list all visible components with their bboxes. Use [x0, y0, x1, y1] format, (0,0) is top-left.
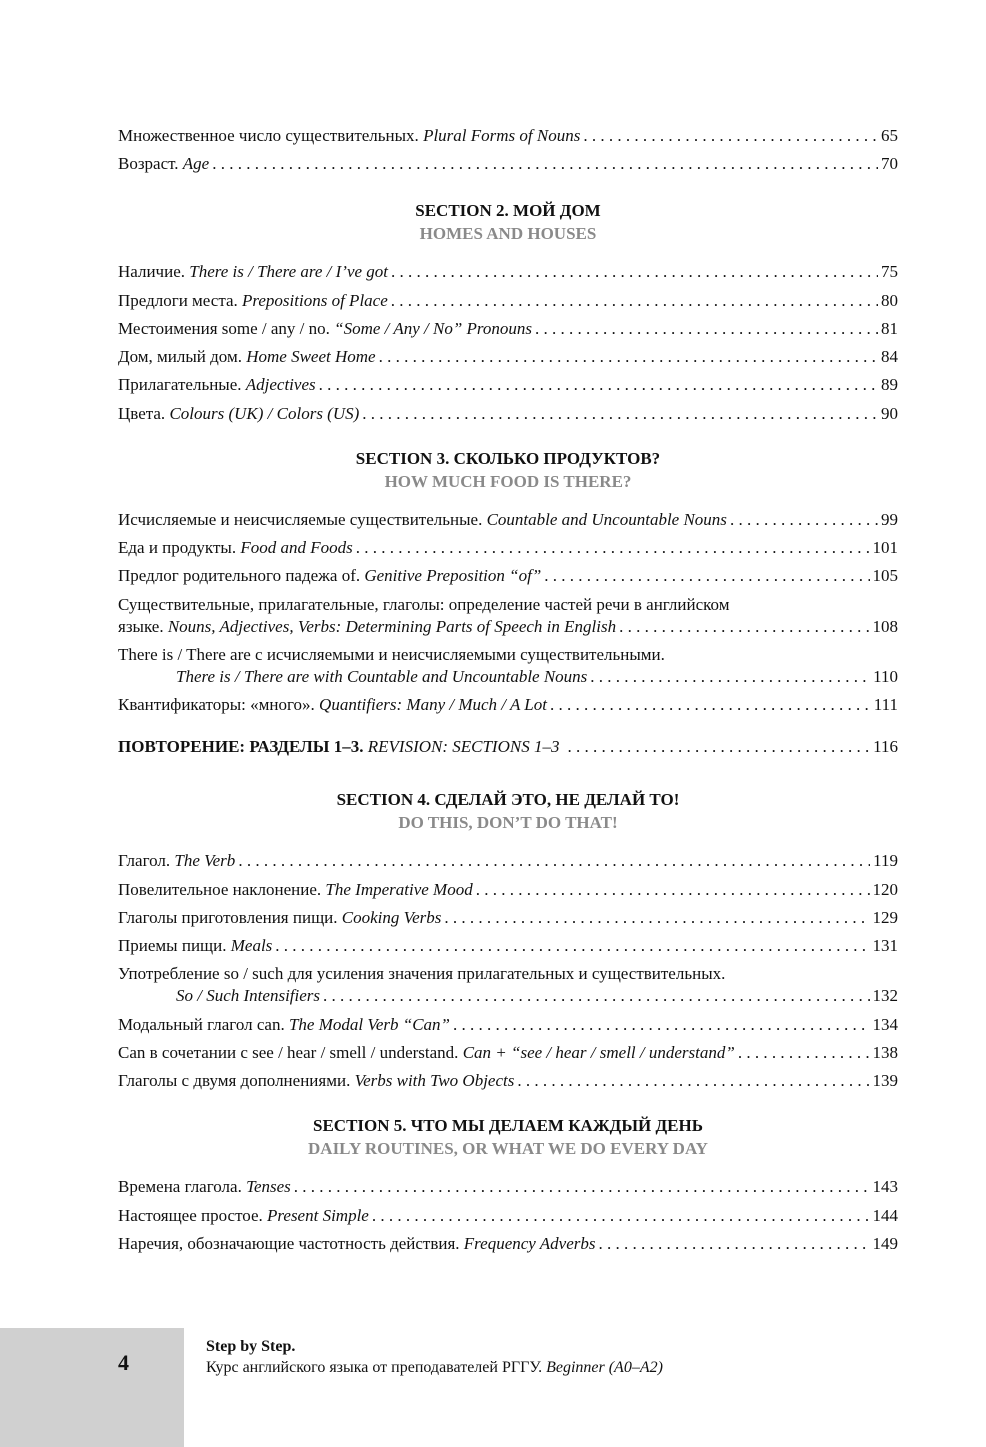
toc-entry[interactable]: Глаголы приготовления пищи. Cooking Verbs . . . 129: [118, 907, 898, 929]
toc-entry[interactable]: Глагол. The Verb . . . 119: [118, 850, 898, 872]
toc-entry[interactable]: Возраст. Age . . . 70: [118, 153, 898, 175]
toc-entry[interactable]: Еда и продукты. Food and Foods . . . 101: [118, 537, 898, 559]
toc-page-number: 119: [873, 851, 898, 871]
toc-page-number: 110: [873, 666, 898, 686]
toc-page-number: 105: [872, 566, 898, 586]
toc-page-number: 80: [881, 290, 898, 310]
section-3-heading: [118, 447, 898, 493]
toc-entry[interactable]: Can в сочетании с see / hear / smell / understand. Can + “see / hear / smell / understand” . . . 138: [118, 1042, 898, 1064]
toc-page-number: 120: [872, 879, 898, 899]
toc-entry[interactable]: Существительные, прилагательные, глаголы: определение частей речи в английском языке. Nouns, Adjectives, Verbs: Determining Parts of Speech in English . . . 108: [118, 594, 898, 638]
toc-page-number: 149: [872, 1233, 898, 1253]
toc-page-number: 70: [881, 154, 898, 174]
toc-entry[interactable]: There is / There are с исчисляемыми и неисчисляемыми существительными. There is / There are with Countable and Uncountable Nouns . . . 110: [118, 644, 898, 688]
section-4-heading: [118, 788, 898, 834]
toc-entry[interactable]: Глаголы с двумя дополнениями. Verbs with Two Objects . . . 139: [118, 1070, 898, 1092]
footer-gray-block: [0, 1328, 184, 1447]
toc-page-number: 84: [881, 347, 898, 367]
toc-page-number: 144: [872, 1205, 898, 1225]
toc-entry[interactable]: Наличие. There is / There are / I’ve got . . . 75: [118, 261, 898, 283]
toc-page-number: 99: [881, 509, 898, 529]
toc-entry[interactable]: Предлог родительного падежа of. Genitive Preposition “of” . . . 105: [118, 565, 898, 587]
section-2-heading: [118, 199, 898, 245]
toc-entry[interactable]: Цвета. Colours (UK) / Colors (US) . . . 90: [118, 403, 898, 425]
toc-entry[interactable]: Исчисляемые и неисчисляемые существительные. Countable and Uncountable Nouns . . . 99: [118, 509, 898, 531]
toc-entry[interactable]: Модальный глагол can. The Modal Verb “Can” . . . 134: [118, 1014, 898, 1036]
toc-entry[interactable]: Времена глагола. Tenses . . . 143: [118, 1176, 898, 1198]
toc-page-number: 75: [881, 262, 898, 282]
toc-entry[interactable]: Настоящее простое. Present Simple . . . 144: [118, 1205, 898, 1227]
toc-page-number: 90: [881, 403, 898, 423]
running-footer: [206, 1336, 663, 1378]
section-title-ru: SECTION 5. ЧТО МЫ ДЕЛАЕМ КАЖДЫЙ ДЕНЬ: [313, 1116, 703, 1136]
toc-entry[interactable]: Повелительное наклонение. The Imperative Mood . . . 120: [118, 879, 898, 901]
section-title-en: DO THIS, DON’T DO THAT!: [398, 813, 618, 833]
toc-page-number: 132: [872, 986, 898, 1006]
toc-page-number: 65: [881, 126, 898, 145]
book-title: Step by Step.: [206, 1338, 296, 1355]
toc-page-number: 131: [872, 936, 898, 956]
toc-page-number: 101: [872, 538, 898, 558]
section-title-en: HOMES AND HOUSES: [419, 224, 597, 244]
section-title-ru: SECTION 2. МОЙ ДОМ: [415, 201, 601, 221]
section-title-en: DAILY ROUTINES, OR WHAT WE DO EVERY DAY: [308, 1139, 708, 1159]
section-title-en: HOW MUCH FOOD IS THERE?: [384, 471, 632, 491]
toc-page-number: 139: [872, 1071, 898, 1091]
toc-entry[interactable]: Квантификаторы: «много». Quantifiers: Many / Much / A Lot . . . 111: [118, 694, 898, 716]
toc-page-number: 134: [872, 1014, 898, 1034]
toc-entry[interactable]: Приемы пищи. Meals . . . 131: [118, 935, 898, 957]
toc-page-number: 129: [872, 907, 898, 927]
toc-page-number: 116: [873, 737, 898, 757]
toc-page-number: 89: [881, 375, 898, 395]
toc-page-number: 138: [872, 1043, 898, 1063]
toc-page-number: 111: [873, 695, 898, 715]
section-title-ru: SECTION 4. СДЕЛАЙ ЭТО, НЕ ДЕЛАЙ ТО!: [336, 790, 680, 810]
toc-entry[interactable]: Дом, милый дом. Home Sweet Home . . . 84: [118, 346, 898, 368]
toc-entry[interactable]: Множественное число существительных. Plural Forms of Nouns . . . 65: [118, 125, 898, 147]
section-5-heading: [118, 1114, 898, 1160]
toc-page-number: 81: [881, 318, 898, 338]
table-of-contents: [118, 125, 898, 1261]
toc-entry[interactable]: Наречия, обозначающие частотность действия. Frequency Adverbs . . . 149: [118, 1233, 898, 1255]
section-title-ru: SECTION 3. СКОЛЬКО ПРОДУКТОВ?: [355, 448, 661, 468]
toc-page-number: 108: [872, 616, 898, 636]
page-number: 4: [118, 1350, 129, 1375]
toc-page-number: 143: [872, 1177, 898, 1197]
toc-entry[interactable]: Прилагательные. Adjectives . . . 89: [118, 374, 898, 396]
book-subtitle: Курс английского языка от преподавателей РГГУ. Beginner (A0–A2): [206, 1359, 663, 1376]
toc-entry[interactable]: Предлоги места. Prepositions of Place . . . 80: [118, 290, 898, 312]
toc-entry[interactable]: Употребление so / such для усиления значения прилагательных и существительных. So / Such Intensifiers . . . 132: [118, 963, 898, 1007]
toc-entry[interactable]: Местоимения some / any / no. “Some / Any / No” Pronouns . . . 81: [118, 318, 898, 340]
revision-entry[interactable]: ПОВТОРЕНИЕ: РАЗДЕЛЫ 1–3. REVISION: SECTIONS 1–3 . . . 116: [118, 736, 898, 758]
